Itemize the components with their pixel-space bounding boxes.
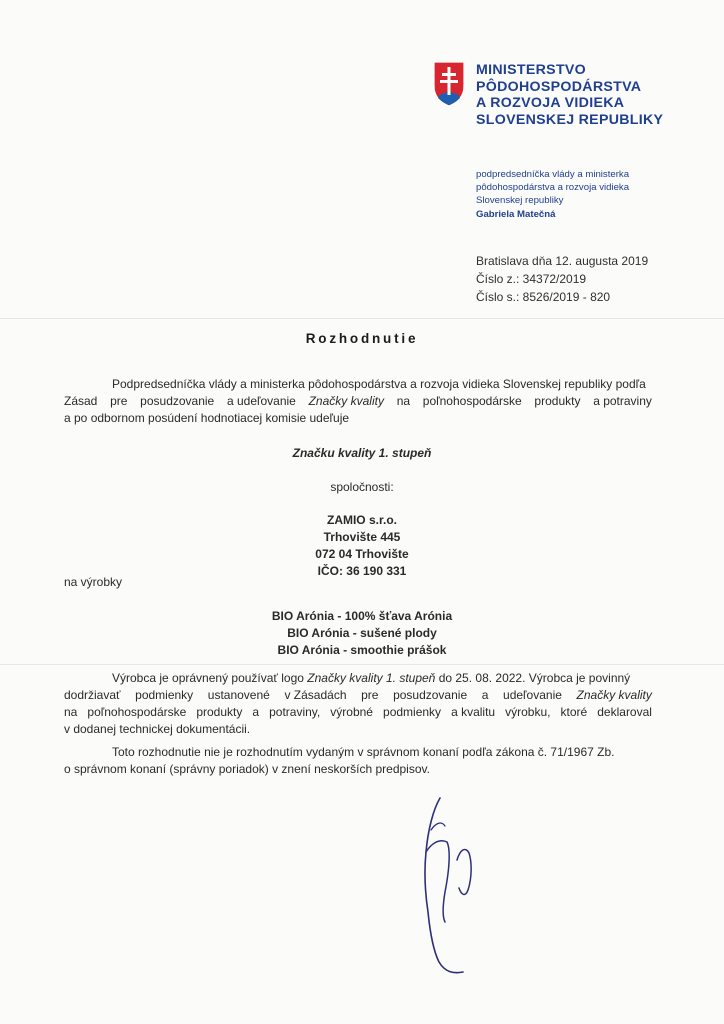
na-vyrobky-text: na výrobky (64, 575, 123, 589)
word: posudzovanie (393, 688, 468, 702)
word: poľnohospodárske (422, 394, 522, 408)
office-line: pôdohospodárstva a rozvoja vidieka (476, 182, 630, 194)
word: a udeľovanie (226, 394, 296, 408)
word: na (64, 705, 78, 719)
word: na (396, 394, 411, 408)
word: potraviny, (269, 705, 321, 719)
award-text: Značku kvality 1. stupeň (292, 446, 432, 460)
word: ktoré (560, 705, 588, 719)
legal-note-line-2: o správnom konaní (správny poriadok) v znení neskorších predpisov. (64, 762, 430, 776)
validity-line-3 (64, 704, 652, 721)
word: a (252, 705, 260, 719)
word: pre (361, 688, 379, 702)
quality-mark-term: Značky kvality 1. stupeň (307, 671, 436, 685)
list-item: BIO Arónia - 100% šťava Arónia (271, 609, 453, 623)
office-line: podpredsedníčka vlády a ministerka (476, 169, 630, 180)
validity-line-1 (64, 670, 652, 687)
date: Bratislava dňa 12. augusta 2019 (476, 254, 649, 268)
ministry-line: SLOVENSKEJ REPUBLIKY (476, 111, 664, 128)
ministry-name (476, 62, 663, 128)
product-list (0, 608, 724, 659)
word: výrobku, (505, 705, 551, 719)
legal-note-line-1: Toto rozhodnutie nie je rozhodnutím vydaným v správnom konaní podľa zákona č. 71/1967 Zb. (112, 745, 615, 759)
text: Výrobca je oprávnený používať logo (112, 671, 308, 685)
word: poľnohospodárske (87, 705, 187, 719)
word: udeľovanie (503, 688, 562, 702)
minister-name: Gabriela Matečná (476, 208, 556, 220)
ministry-line: MINISTERSTVO (476, 62, 587, 78)
reference-block (476, 252, 648, 306)
handwritten-signature (395, 790, 515, 975)
intro-line-1: Podpredsedníčka vlády a ministerka pôdohospodárstva a rozvoja vidieka Slovenskej republiky podľa (112, 377, 646, 391)
company-street: Trhovište 445 (323, 530, 401, 544)
validity-paragraph (64, 670, 652, 738)
paper-fold-line (0, 664, 724, 665)
list-item: BIO Arónia - smoothie prášok (277, 643, 447, 657)
award-title (0, 445, 724, 462)
slovak-coat-of-arms-icon (432, 60, 466, 108)
company-ico: IČO: 36 190 331 (317, 564, 407, 578)
word: výrobné (330, 705, 373, 719)
cislo-s: Číslo s.: 8526/2019 - 820 (476, 290, 611, 304)
validity-line-2 (64, 687, 652, 704)
company-city: 072 04 Trhovište (315, 547, 409, 561)
spolocnosti-text: spoločnosti: (330, 480, 394, 494)
quality-mark-term: Značky kvality (576, 688, 652, 702)
word: a kvalitu (451, 705, 496, 719)
intro-line-3: a po odbornom posúdení hodnotiacej komisie udeľuje (64, 411, 350, 425)
ministry-line: PÔDOHOSPODÁRSTVA (476, 78, 642, 95)
list-item: BIO Arónia - sušené plody (287, 626, 437, 640)
word: podmienky (383, 705, 442, 719)
spolocnosti-label (0, 479, 724, 496)
word: a potraviny (593, 394, 652, 408)
word: podmienky (135, 688, 194, 702)
company-address (0, 512, 724, 580)
paper-fold-line (0, 318, 724, 319)
word: Zásad (64, 394, 98, 408)
word: dodržiavať (64, 688, 121, 702)
ministry-line: A ROZVOJA VIDIEKA (476, 95, 625, 111)
word: deklaroval (597, 705, 652, 719)
office-block (476, 168, 629, 221)
quality-mark-term: Značky kvality (308, 394, 384, 408)
na-vyrobky-label (64, 574, 652, 591)
word: a (481, 688, 489, 702)
word: pre (110, 394, 128, 408)
company-name: ZAMIO s.r.o. (326, 513, 397, 527)
cislo-z: Číslo z.: 34372/2019 (476, 272, 587, 286)
document-title: Rozhodnutie (305, 331, 419, 346)
intro-paragraph (64, 376, 652, 427)
word: v Zásadách (284, 688, 347, 702)
word: posudzovanie (140, 394, 215, 408)
intro-line-2 (64, 393, 652, 410)
office-line: Slovenskej republiky (476, 195, 564, 207)
text: do 25. 08. 2022. Výrobca je povinný (435, 671, 631, 685)
word: ustanovené (207, 688, 270, 702)
legal-note-paragraph (64, 744, 652, 778)
validity-line-4: v dodanej technickej dokumentácii. (64, 722, 251, 736)
word: produkty (196, 705, 243, 719)
word: produkty (534, 394, 581, 408)
